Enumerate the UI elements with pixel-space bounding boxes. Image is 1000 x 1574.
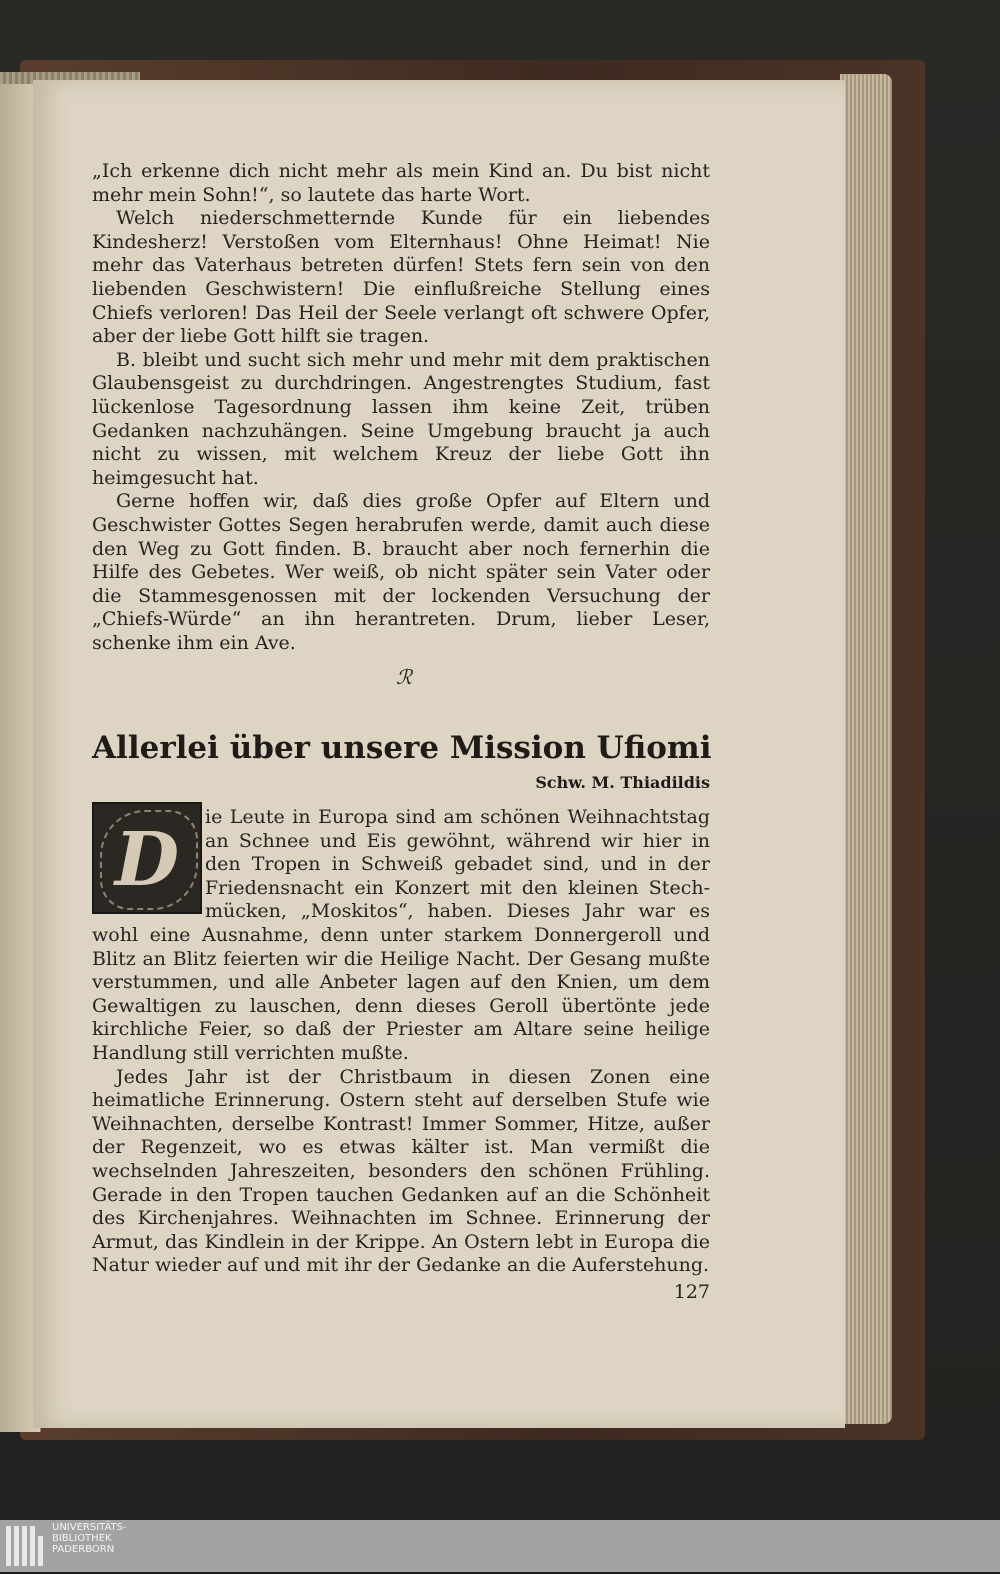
author-line: Schw. M. Thiadildis	[535, 773, 710, 792]
library-logo-icon	[6, 1526, 48, 1566]
library-name-line: UNIVERSITÄTS-	[52, 1522, 127, 1533]
text-line: den Tropen in Schweiß gebadet sind, und in der	[205, 853, 710, 876]
initial-letter: D	[114, 817, 180, 903]
library-name	[52, 1520, 192, 1574]
paragraph: „Ich erkenne dich nicht mehr als mein Kind an. Du bist nicht mehr mein Sohn!“, so lautete das harte Wort.	[92, 160, 710, 206]
paragraph: Welch niederschmetternde Kunde für ein liebendes Kindesherz! Verstoßen vom Elternhaus! Ohne Heimat! Nie mehr das Vaterhaus betreten dürfen! Stets fern sein von den liebenden Geschwistern! Die einflußreiche Stellung eines Chiefs verloren! Das Heil der Seele verlangt oft schwere Opfer, aber der liebe Gott hilft sie tragen.	[92, 207, 710, 348]
page-number: 127	[673, 1281, 710, 1303]
page-stack-edges	[840, 74, 892, 1424]
text-line: mücken, „Moskitos“, haben. Dieses Jahr war es	[205, 900, 710, 923]
text-line: an Schnee und Eis gewöhnt, während wir hier in	[205, 829, 710, 852]
ornamental-initial	[92, 802, 202, 914]
library-footer-bar	[0, 1520, 1000, 1572]
paragraph: Jedes Jahr ist der Christbaum in diesen Zonen eine heimatliche Erinnerung. Ostern steht auf derselben Stufe wie Weihnachten, derselbe Kontrast! Immer Sommer, Hitze, außer der Regenzeit, wo es etwas kälter ist. Man vermißt die wechselnden Jahreszeiten, besonders den schönen Frühling. Gerade in den Tropen tauchen Gedanken auf an die Schönheit des Kirchenjahres. Weihnachten im Schnee. Erinnerung der Armut, das Kindlein in der Krippe. An Ostern lebt in Europa die Natur wieder auf und mit ihr der Gedanke an die Auferstehung.	[92, 1065, 710, 1277]
text-line: Friedensnacht ein Konzert mit den kleinen Stech-	[205, 876, 710, 899]
section-separator-glyph: ℛ	[396, 665, 412, 689]
text-line: ie Leute in Europa sind am schönen Weihnachtstag	[205, 806, 710, 828]
paragraph: Gerne hoffen wir, daß dies große Opfer auf Eltern und Geschwister Gottes Segen herabrufen werde, damit auch diese den Weg zu Gott finden. B. braucht aber noch fernerhin die Hilfe des Gebetes. Wer weiß, ob nicht später sein Vater oder die Stammesgenossen mit der lockenden Versuchung der „Chiefs-Würde“ an ihn herantreten. Drum, lieber Leser, schenke ihm ein Ave.	[92, 490, 710, 654]
upper-text-block	[92, 160, 710, 655]
library-name-line: PADERBORN	[52, 1544, 115, 1555]
initial-wrapped-lines	[205, 806, 710, 924]
paragraph: B. bleibt und sucht sich mehr und mehr mit dem praktischen Glaubensgeist zu durchdringen. Angestrengtes Studium, fast lückenlose Tagesordnung lassen ihm keine Zeit, trüben Gedanken nachzuhängen. Seine Umgebung braucht ja auch nicht zu wissen, mit welchem Kreuz der liebe Gott ihn heimgesucht hat.	[92, 348, 710, 489]
article-heading: Allerlei über unsere Mission Ufiomi	[92, 730, 712, 766]
paragraph: wohl eine Ausnahme, denn unter starkem Donnergeroll und Blitz an Blitz feierten wir die Heilige Nacht. Der Gesang mußte verstummen, und alle Anbeter lagen auf den Knien, um dem Gewaltigen zu lauschen, denn dieses Geroll übertönte jede kirchliche Feier, so daß der Priester am Altare seine heilige Handlung still verrichten mußte.	[92, 924, 710, 1064]
library-name-line: BIBLIOTHEK	[52, 1533, 112, 1544]
lower-text-block	[92, 924, 710, 1278]
